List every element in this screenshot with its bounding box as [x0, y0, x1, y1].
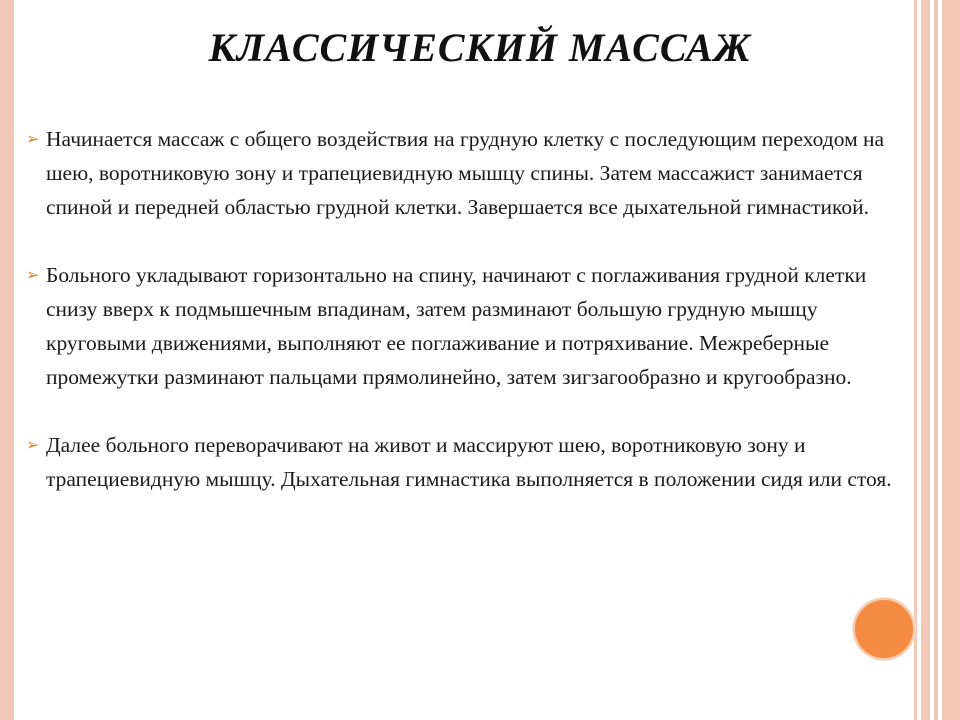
left-decor-bar — [0, 0, 14, 720]
bullet-text: Далее больного переворачивают на живот и массируют шею, воротниковую зону и трапециевидную мышцу. Дыхательная гимнастика выполняется в положении сидя или стоя. — [46, 433, 892, 491]
arrow-bullet-icon: ➢ — [26, 435, 40, 454]
bullet-text: Начинается массаж с общего воздействия на грудную клетку с последующим переходом на шею, воротниковую зону и трапециевидную мышцу спины. Затем массажист занимается спиной и передней областью грудной клетки. Завершается все дыхательной гимнастикой. — [46, 127, 885, 219]
decor-stripe — [914, 0, 917, 720]
decor-stripe — [934, 0, 938, 720]
list-item — [26, 258, 896, 394]
arrow-bullet-icon: ➢ — [26, 265, 40, 284]
bullet-text: Больного укладывают горизонтально на спину, начинают с поглаживания грудной клетки снизу вверх к подмышечным впадинам, затем разминают большую грудную мышцу круговыми движениями, выполняют ее поглаживание и потряхивание. Межреберные промежутки разминают пальцами прямолинейно, затем зигзагообразно и кругообразно. — [46, 263, 867, 389]
right-decor-stripes — [914, 0, 960, 720]
decor-stripe — [942, 0, 960, 720]
decor-stripe — [921, 0, 930, 720]
slide-title: КЛАССИЧЕСКИЙ МАССАЖ — [208, 25, 752, 70]
decorative-circle — [855, 600, 913, 658]
arrow-bullet-icon: ➢ — [26, 129, 40, 148]
list-item — [26, 428, 896, 496]
list-item — [26, 122, 896, 224]
bullet-list — [26, 122, 896, 530]
